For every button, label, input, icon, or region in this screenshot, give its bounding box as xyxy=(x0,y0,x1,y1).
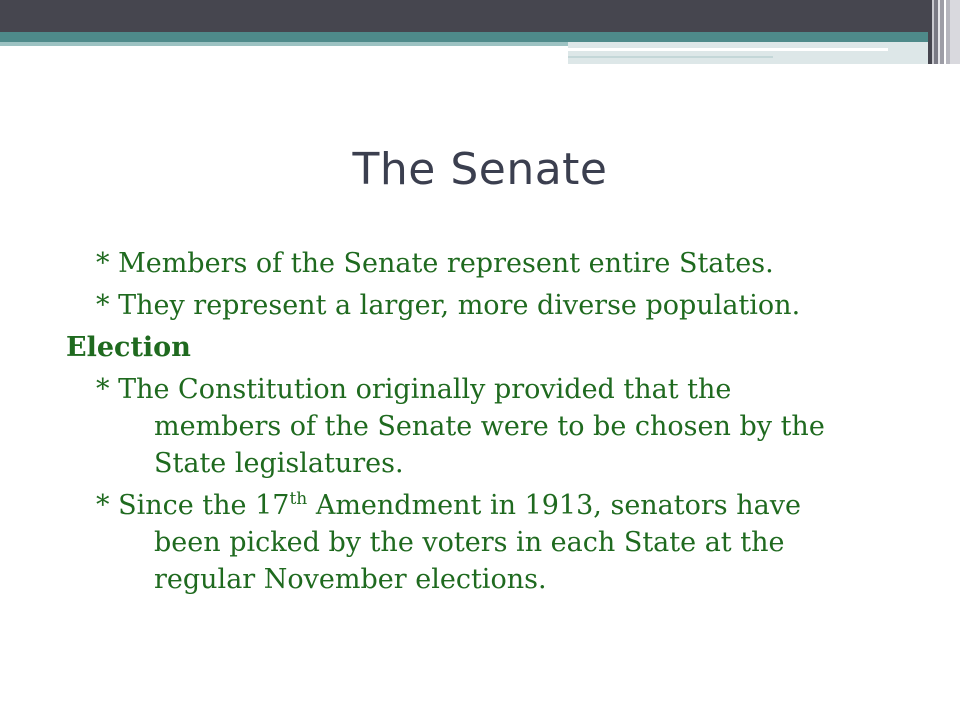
bullet-amendment-line-3: regular November elections. xyxy=(154,564,547,595)
amendment-text-post: Amendment in 1913, senators have xyxy=(307,490,801,521)
corner-stripes-decoration xyxy=(928,0,960,64)
bullet-diverse: * They represent a larger, more diverse population. xyxy=(96,290,801,321)
bullet-amendment xyxy=(66,487,926,598)
header-band-teal-light xyxy=(0,42,568,46)
amendment-text-pre: * Since the 17 xyxy=(96,490,290,521)
bullet-amendment-line-1 xyxy=(66,487,926,524)
bullet-constitution-line-1: * The Constitution originally provided that the xyxy=(96,374,732,405)
ordinal-suffix: th xyxy=(289,489,308,509)
bullet-members: * Members of the Senate represent entire States. xyxy=(96,248,774,279)
section-heading-election: Election xyxy=(66,332,191,363)
bullet-amendment-line-2: been picked by the voters in each State at the xyxy=(154,527,785,558)
header-accent-line xyxy=(568,48,888,51)
header-accent-line-2 xyxy=(568,56,773,58)
header-band-light-block xyxy=(568,42,960,64)
header-band-teal xyxy=(0,32,960,42)
bullet-constitution-line-2: members of the Senate were to be chosen by the xyxy=(154,411,825,442)
bullet-constitution-line-3: State legislatures. xyxy=(154,448,404,479)
header-band-dark xyxy=(0,0,960,32)
slide-title: The Senate xyxy=(352,144,608,195)
bullet-constitution xyxy=(66,371,926,482)
slide-body xyxy=(66,245,926,603)
